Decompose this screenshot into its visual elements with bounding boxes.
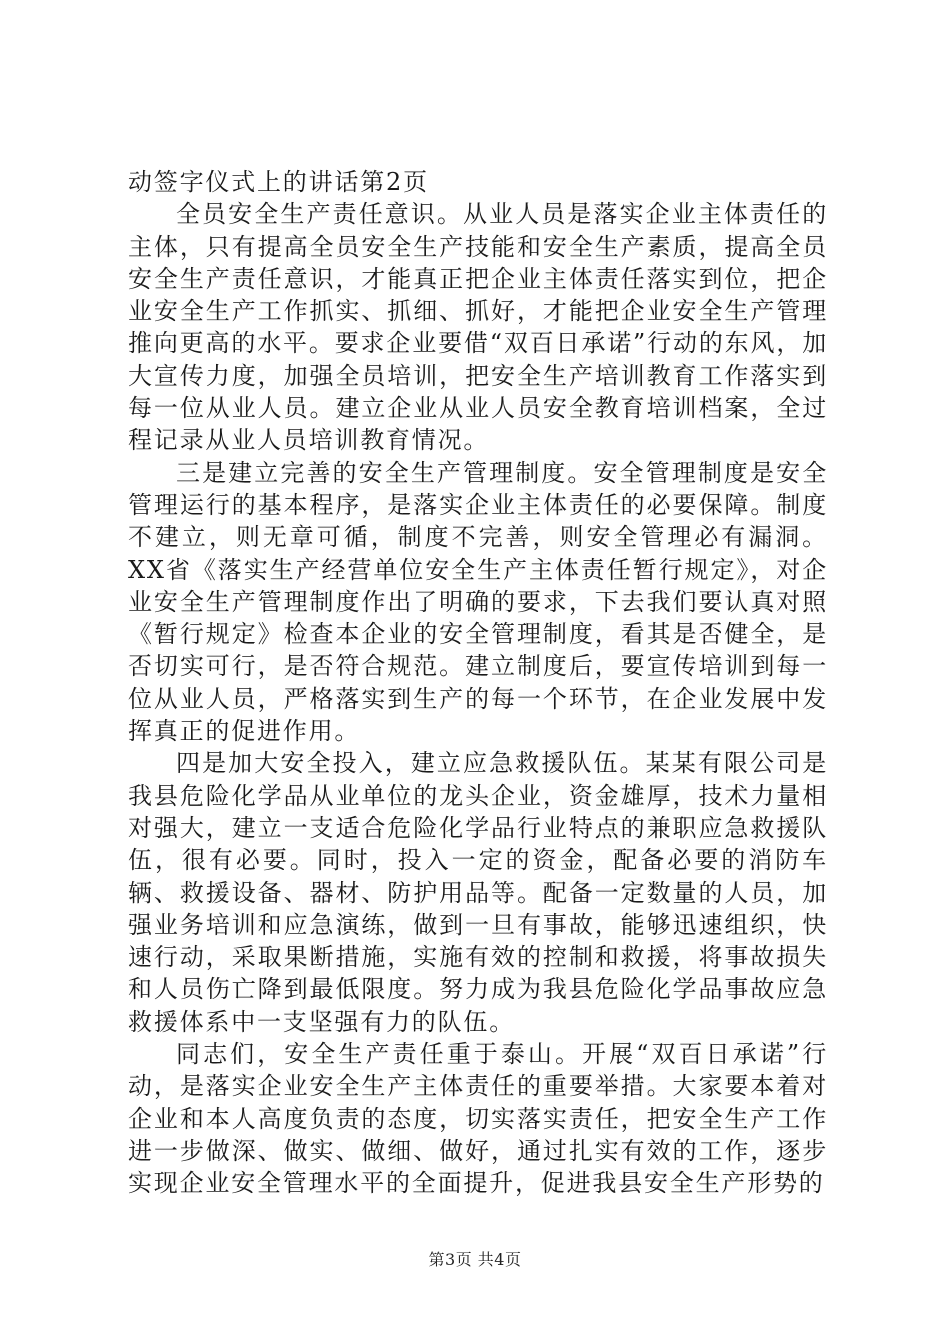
- continuation-header: 动签字仪式上的讲话第2页: [128, 168, 429, 196]
- paragraph-closing: 同志们，安全生产责任重于泰山。开展“双百日承诺”行动，是落实企业安全生产主体责任的重要举措。大家要本着对企业和本人高度负责的态度，切实落实责任，把安全生产工作进一步做深、做实、做细、做好，通过扎实有效的工作，逐步实现企业安全管理水平的全面提升，促进我县安全生产形势的: [128, 1040, 828, 1198]
- page-footer: 第3页 共4页: [428, 1250, 522, 1269]
- paragraph-emergency-team: 四是加大安全投入，建立应急救援队伍。某某有限公司是我县危险化学品从业单位的龙头企业，资金雄厚，技术力量相对强大，建立一支适合危险化学品行业特点的兼职应急救援队伍，很有必要。同时，投入一定的资金，配备必要的消防车辆、救援设备、器材、防护用品等。配备一定数量的人员，加强业务培训和应急演练，做到一旦有事故，能够迅速组织，快速行动，采取果断措施，实施有效的控制和救援，将事故损失和人员伤亡降到最低限度。努力成为我县危险化学品事故应急救援体系中一支坚强有力的队伍。: [128, 749, 828, 1036]
- paragraph-safety-awareness: 全员安全生产责任意识。从业人员是落实企业主体责任的主体，只有提高全员安全生产技能和安全生产素质，提高全员安全生产责任意识，才能真正把企业主体责任落实到位，把企业安全生产工作抓实、抓细、抓好，才能把企业安全生产管理推向更高的水平。要求企业要借“双百日承诺”行动的东风，加大宣传力度，加强全员培训，把安全生产培训教育工作落实到每一位从业人员。建立企业从业人员安全教育培训档案，全过程记录从业人员培训教育情况。: [128, 200, 828, 455]
- document-body: [128, 166, 828, 1200]
- paragraph-management-system: 三是建立完善的安全生产管理制度。安全管理制度是安全管理运行的基本程序，是落实企业主体责任的必要保障。制度不建立，则无章可循，制度不完善，则安全管理必有漏洞。XX省《落实生产经营单位安全生产主体责任暂行规定》，对企业安全生产管理制度作出了明确的要求，下去我们要认真对照《暂行规定》检查本企业的安全管理制度，看其是否健全，是否切实可行，是否符合规范。建立制度后，要宣传培训到每一位从业人员，严格落实到生产的每一个环节，在企业发展中发挥真正的促进作用。: [128, 458, 828, 746]
